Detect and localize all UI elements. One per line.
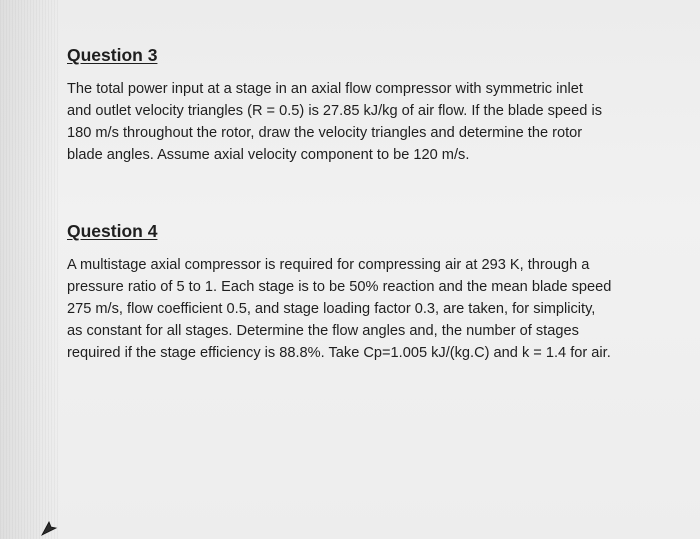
question-4-line: required if the stage efficiency is 88.8%. Take Cp=1.005 kJ/(kg.C) and k = 1.4 for air. <box>67 345 611 361</box>
question-3-line: blade angles. Assume axial velocity component to be 120 m/s. <box>67 147 470 163</box>
question-3-line: and outlet velocity triangles (R = 0.5) is 27.85 kJ/kg of air flow. If the blade speed is <box>67 103 602 119</box>
question-4-title: Question 4 <box>67 221 158 241</box>
question-3-body <box>67 78 667 166</box>
question-4 <box>67 220 667 364</box>
question-4-line: A multistage axial compressor is required for compressing air at 293 K, through a <box>67 257 590 273</box>
question-4-line: 275 m/s, flow coefficient 0.5, and stage loading factor 0.3, are taken, for simplicity, <box>67 301 596 317</box>
question-4-line: pressure ratio of 5 to 1. Each stage is to be 50% reaction and the mean blade speed <box>67 279 612 295</box>
question-4-line: as constant for all stages. Determine the flow angles and, the number of stages <box>67 323 579 339</box>
question-3-title: Question 3 <box>67 45 158 65</box>
question-3 <box>67 44 667 166</box>
question-3-line: The total power input at a stage in an axial flow compressor with symmetric inlet <box>67 81 583 97</box>
question-3-line: 180 m/s throughout the rotor, draw the velocity triangles and determine the rotor <box>67 125 583 141</box>
mouse-pointer-icon <box>40 519 58 537</box>
question-4-body <box>67 254 667 364</box>
screen-moire <box>0 0 58 539</box>
